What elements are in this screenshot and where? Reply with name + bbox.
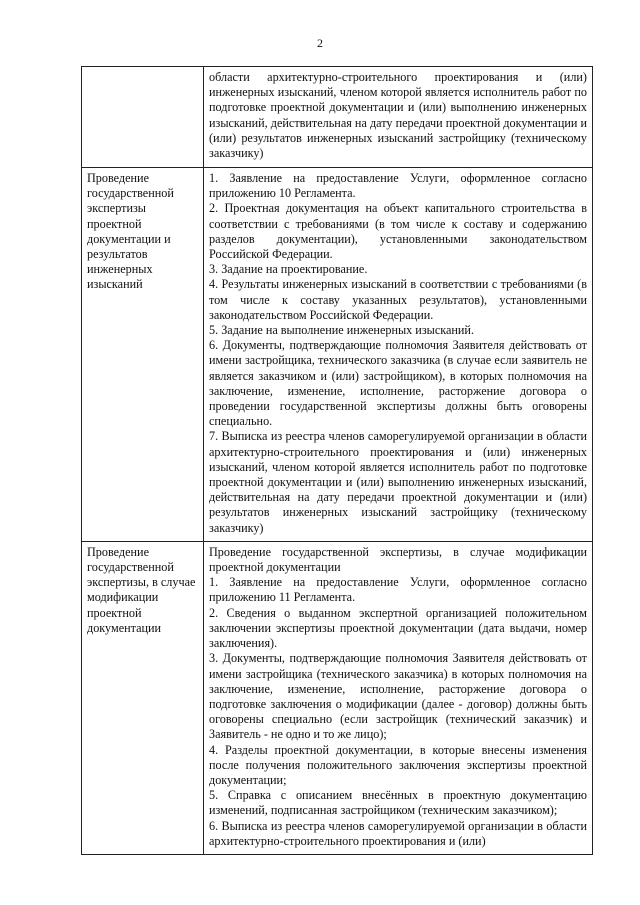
document-item: 1. Заявление на предоставление Услуги, оформленное согласно приложению 11 Регламента. <box>209 575 587 605</box>
document-paragraph: области архитектурно-строительного проектирования и (или) инженерных изысканий, членом которой является исполнитель работ по подготовке проектной документации и (или) выполнению инженерных изысканий, действительная на дату передачи проектной документации и (или) результатов инженерных изысканий застройщику (техническому заказчику) <box>209 70 587 161</box>
documents-cell <box>204 541 593 854</box>
document-item: 4. Результаты инженерных изысканий в соответствии с требованиями (в том числе к составу указанных результатов), установленными законодательством Российской Федерации. <box>209 277 587 322</box>
document-item: 6. Выписка из реестра членов саморегулируемой организации в области архитектурно-строительного проектирования и (или) <box>209 818 587 848</box>
table-row <box>82 168 593 542</box>
documents-cell <box>204 67 593 168</box>
document-item: 5. Справка с описанием внесённых в проектную документацию изменений, подписанная застройщиком (техническим заказчиком); <box>209 788 587 818</box>
requirements-table <box>81 66 593 855</box>
document-heading: Проведение государственной экспертизы, в случае модификации проектной документации <box>209 544 587 575</box>
documents-cell <box>204 168 593 542</box>
document-item: 1. Заявление на предоставление Услуги, оформленное согласно приложению 10 Регламента. <box>209 171 587 201</box>
document-item: 5. Задание на выполнение инженерных изысканий. <box>209 323 474 338</box>
service-name-cell <box>82 168 204 542</box>
table-row <box>82 541 593 854</box>
document-item: 3. Документы, подтверждающие полномочия Заявителя действовать от имени застройщика (технического заказчика) в которых полномочия на заключение, изменение, исполнение, расторжение договора о подготовке заключения о модификации (далее - договор) должны быть оговорены специально (если застройщик (технический заказчик) и Заявитель - не одно и то же лицо); <box>209 651 587 742</box>
page-number: 2 <box>317 36 323 50</box>
service-name-cell <box>82 67 204 168</box>
document-item: 3. Задание на проектирование. <box>209 262 368 277</box>
document-item: 2. Сведения о выданном экспертной организацией положительном заключении экспертизы проектной документации (дата выдачи, номер заключения). <box>209 605 587 651</box>
document-item: 6. Документы, подтверждающие полномочия Заявителя действовать от имени застройщика, технического заказчика (в случае если заявитель не является заказчиком и (или) застройщиком), в которых полномочия на заключение, изменение, исполнение, расторжение договора о проведении государственной экспертизы должны быть оговорены специально. <box>209 338 587 429</box>
table-row <box>82 67 593 168</box>
document-item: 7. Выписка из реестра членов саморегулируемой организации в области архитектурно-строительного проектирования и (или) инженерных изысканий, членом которой является исполнитель работ по подготовке проектной документации и (или) выполнению инженерных изысканий, действительная на дату передачи проектной документации и (или) результатов инженерных изысканий застройщику (техническому заказчику) <box>209 429 587 535</box>
document-item: 2. Проектная документация на объект капитального строительства в соответствии с требованиями (в том числе к составу и содержанию разделов документации), установленными законодательством Российской Федерации. <box>209 201 587 262</box>
service-name: Проведение государственной экспертизы проектной документации и результатов инженерных изысканий <box>87 171 174 292</box>
service-name-cell <box>82 541 204 854</box>
service-name: Проведение государственной экспертизы, в случае модификации проектной документации <box>87 544 196 635</box>
document-item: 4. Разделы проектной документации, в которые внесены изменения после получения положительного заключения экспертизы проектной документации; <box>209 742 587 787</box>
